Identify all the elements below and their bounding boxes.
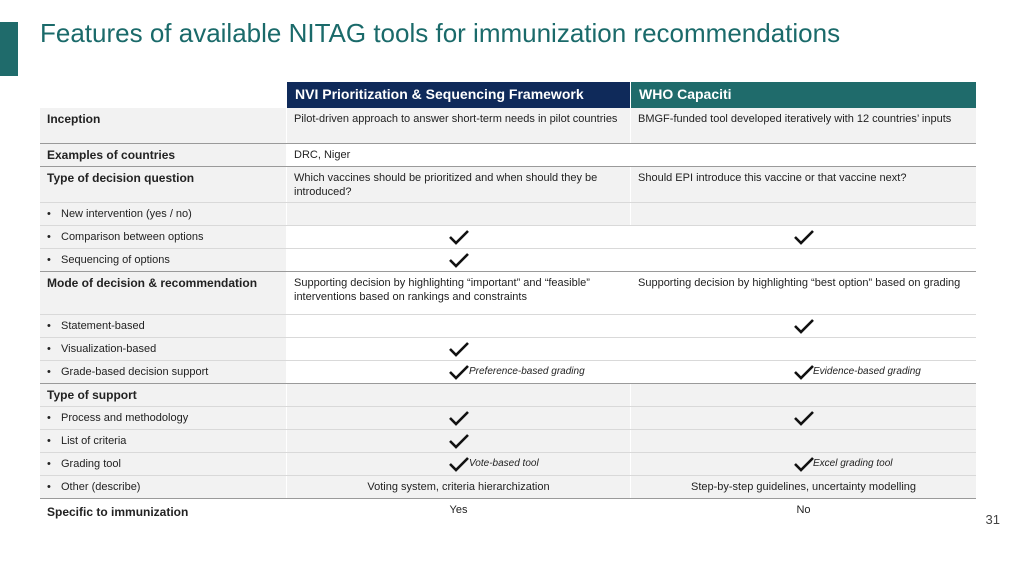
bullet-dot: •	[47, 208, 51, 220]
bullet-text: Comparison between options	[61, 231, 204, 243]
nvi-statement	[286, 315, 630, 337]
nvi-decision-question: Which vaccines should be prioritized and when should they be introduced?	[286, 167, 630, 202]
table-row-comparison	[40, 226, 976, 249]
who-criteria	[630, 430, 976, 452]
checkmark-icon	[448, 456, 470, 472]
who-comparison	[630, 226, 976, 248]
nvi-other: Voting system, criteria hierarchization	[286, 476, 630, 498]
who-support	[630, 384, 976, 406]
who-tool-note: Excel grading tool	[813, 458, 893, 469]
bullet-dot: •	[47, 366, 51, 378]
row-label-grade-based	[40, 361, 286, 383]
checkmark-icon	[793, 410, 815, 426]
row-label-statement	[40, 315, 286, 337]
bullet-text: Grading tool	[61, 458, 121, 470]
row-label-criteria	[40, 430, 286, 452]
checkmark-icon	[793, 364, 815, 380]
bullet-text: List of criteria	[61, 435, 127, 447]
row-label-grading-tool	[40, 453, 286, 475]
header-who-capaciti: WHO Capaciti	[630, 82, 976, 108]
who-sequencing	[630, 249, 976, 271]
row-label-other	[40, 476, 286, 498]
features-table	[40, 82, 976, 523]
table-row-process	[40, 407, 976, 430]
nvi-process	[286, 407, 630, 429]
checkmark-icon	[448, 433, 470, 449]
table-row-sequencing	[40, 249, 976, 272]
checkmark-icon	[448, 341, 470, 357]
checkmark-icon	[793, 229, 815, 245]
who-inception: BMGF-funded tool developed iteratively with 12 countries’ inputs	[630, 108, 976, 143]
checkmark-icon	[448, 229, 470, 245]
bullet-dot: •	[47, 320, 51, 332]
table-row-decision-question	[40, 167, 976, 203]
nvi-mode: Supporting decision by highlighting “important” and “feasible” interventions based on rankings and constraints	[286, 272, 630, 314]
bullet-dot: •	[47, 458, 51, 470]
bullet-dot: •	[47, 481, 51, 493]
table-row-grade-based	[40, 361, 976, 384]
row-label-process	[40, 407, 286, 429]
who-decision-question: Should EPI introduce this vaccine or that vaccine next?	[630, 167, 976, 202]
bullet-dot: •	[47, 231, 51, 243]
row-label-mode: Mode of decision & recommendation	[40, 272, 286, 314]
header-empty-cell	[40, 82, 286, 108]
table-row-inception	[40, 108, 976, 144]
checkmark-icon	[793, 318, 815, 334]
who-mode: Supporting decision by highlighting “best option” based on grading	[630, 272, 976, 314]
row-label-sequencing	[40, 249, 286, 271]
who-grade-based	[630, 361, 976, 383]
nvi-comparison	[286, 226, 630, 248]
who-grading-note: Evidence-based grading	[813, 366, 921, 377]
bullet-dot: •	[47, 343, 51, 355]
table-row-grading-tool	[40, 453, 976, 476]
nvi-support	[286, 384, 630, 406]
page-number: 31	[985, 512, 1000, 527]
checkmark-icon	[448, 252, 470, 268]
table-row-mode	[40, 272, 976, 315]
title-accent-bar	[0, 22, 18, 76]
bullet-dot: •	[47, 254, 51, 266]
table-row-statement	[40, 315, 976, 338]
checkmark-icon	[448, 364, 470, 380]
table-header-row	[40, 82, 976, 108]
page-title: Features of available NITAG tools for immunization recommendations	[40, 18, 841, 48]
nvi-inception: Pilot-driven approach to answer short-term needs in pilot countries	[286, 108, 630, 143]
bullet-dot: •	[47, 435, 51, 447]
bullet-text: Visualization-based	[61, 343, 157, 355]
row-label-specific: Specific to immunization	[40, 499, 286, 523]
table-row-visualization	[40, 338, 976, 361]
bullet-text: Other (describe)	[61, 481, 141, 493]
nvi-examples: DRC, Niger	[286, 144, 630, 166]
nvi-grading-note: Preference-based grading	[469, 366, 585, 377]
table-row-new-intervention	[40, 203, 976, 226]
who-new-intervention	[630, 203, 976, 225]
bullet-text: Statement-based	[61, 320, 145, 332]
row-label-new-intervention	[40, 203, 286, 225]
who-visualization	[630, 338, 976, 360]
row-label-decision-question: Type of decision question	[40, 167, 286, 202]
nvi-specific: Yes	[286, 499, 630, 523]
who-statement	[630, 315, 976, 337]
nvi-visualization	[286, 338, 630, 360]
table-row-specific	[40, 499, 976, 523]
checkmark-icon	[448, 410, 470, 426]
table-row-criteria	[40, 430, 976, 453]
nvi-new-intervention	[286, 203, 630, 225]
nvi-tool-note: Vote-based tool	[469, 458, 539, 469]
checkmark-icon	[793, 456, 815, 472]
header-nvi: NVI Prioritization & Sequencing Framework	[286, 82, 630, 108]
row-label-comparison	[40, 226, 286, 248]
table-row-examples	[40, 144, 976, 167]
who-specific: No	[630, 499, 976, 523]
table-row-other	[40, 476, 976, 499]
table-row-support	[40, 384, 976, 407]
bullet-text: Process and methodology	[61, 412, 189, 424]
row-label-visualization	[40, 338, 286, 360]
nvi-grading-tool	[286, 453, 630, 475]
bullet-text: New intervention (yes / no)	[61, 208, 192, 220]
who-examples	[630, 144, 976, 166]
who-other: Step-by-step guidelines, uncertainty modelling	[630, 476, 976, 498]
bullet-text: Grade-based decision support	[61, 366, 209, 378]
bullet-dot: •	[47, 412, 51, 424]
row-label-support: Type of support	[40, 384, 286, 406]
row-label-inception: Inception	[40, 108, 286, 143]
who-grading-tool	[630, 453, 976, 475]
who-process	[630, 407, 976, 429]
row-label-examples: Examples of countries	[40, 144, 286, 166]
nvi-criteria	[286, 430, 630, 452]
bullet-text: Sequencing of options	[61, 254, 170, 266]
nvi-grade-based	[286, 361, 630, 383]
nvi-sequencing	[286, 249, 630, 271]
